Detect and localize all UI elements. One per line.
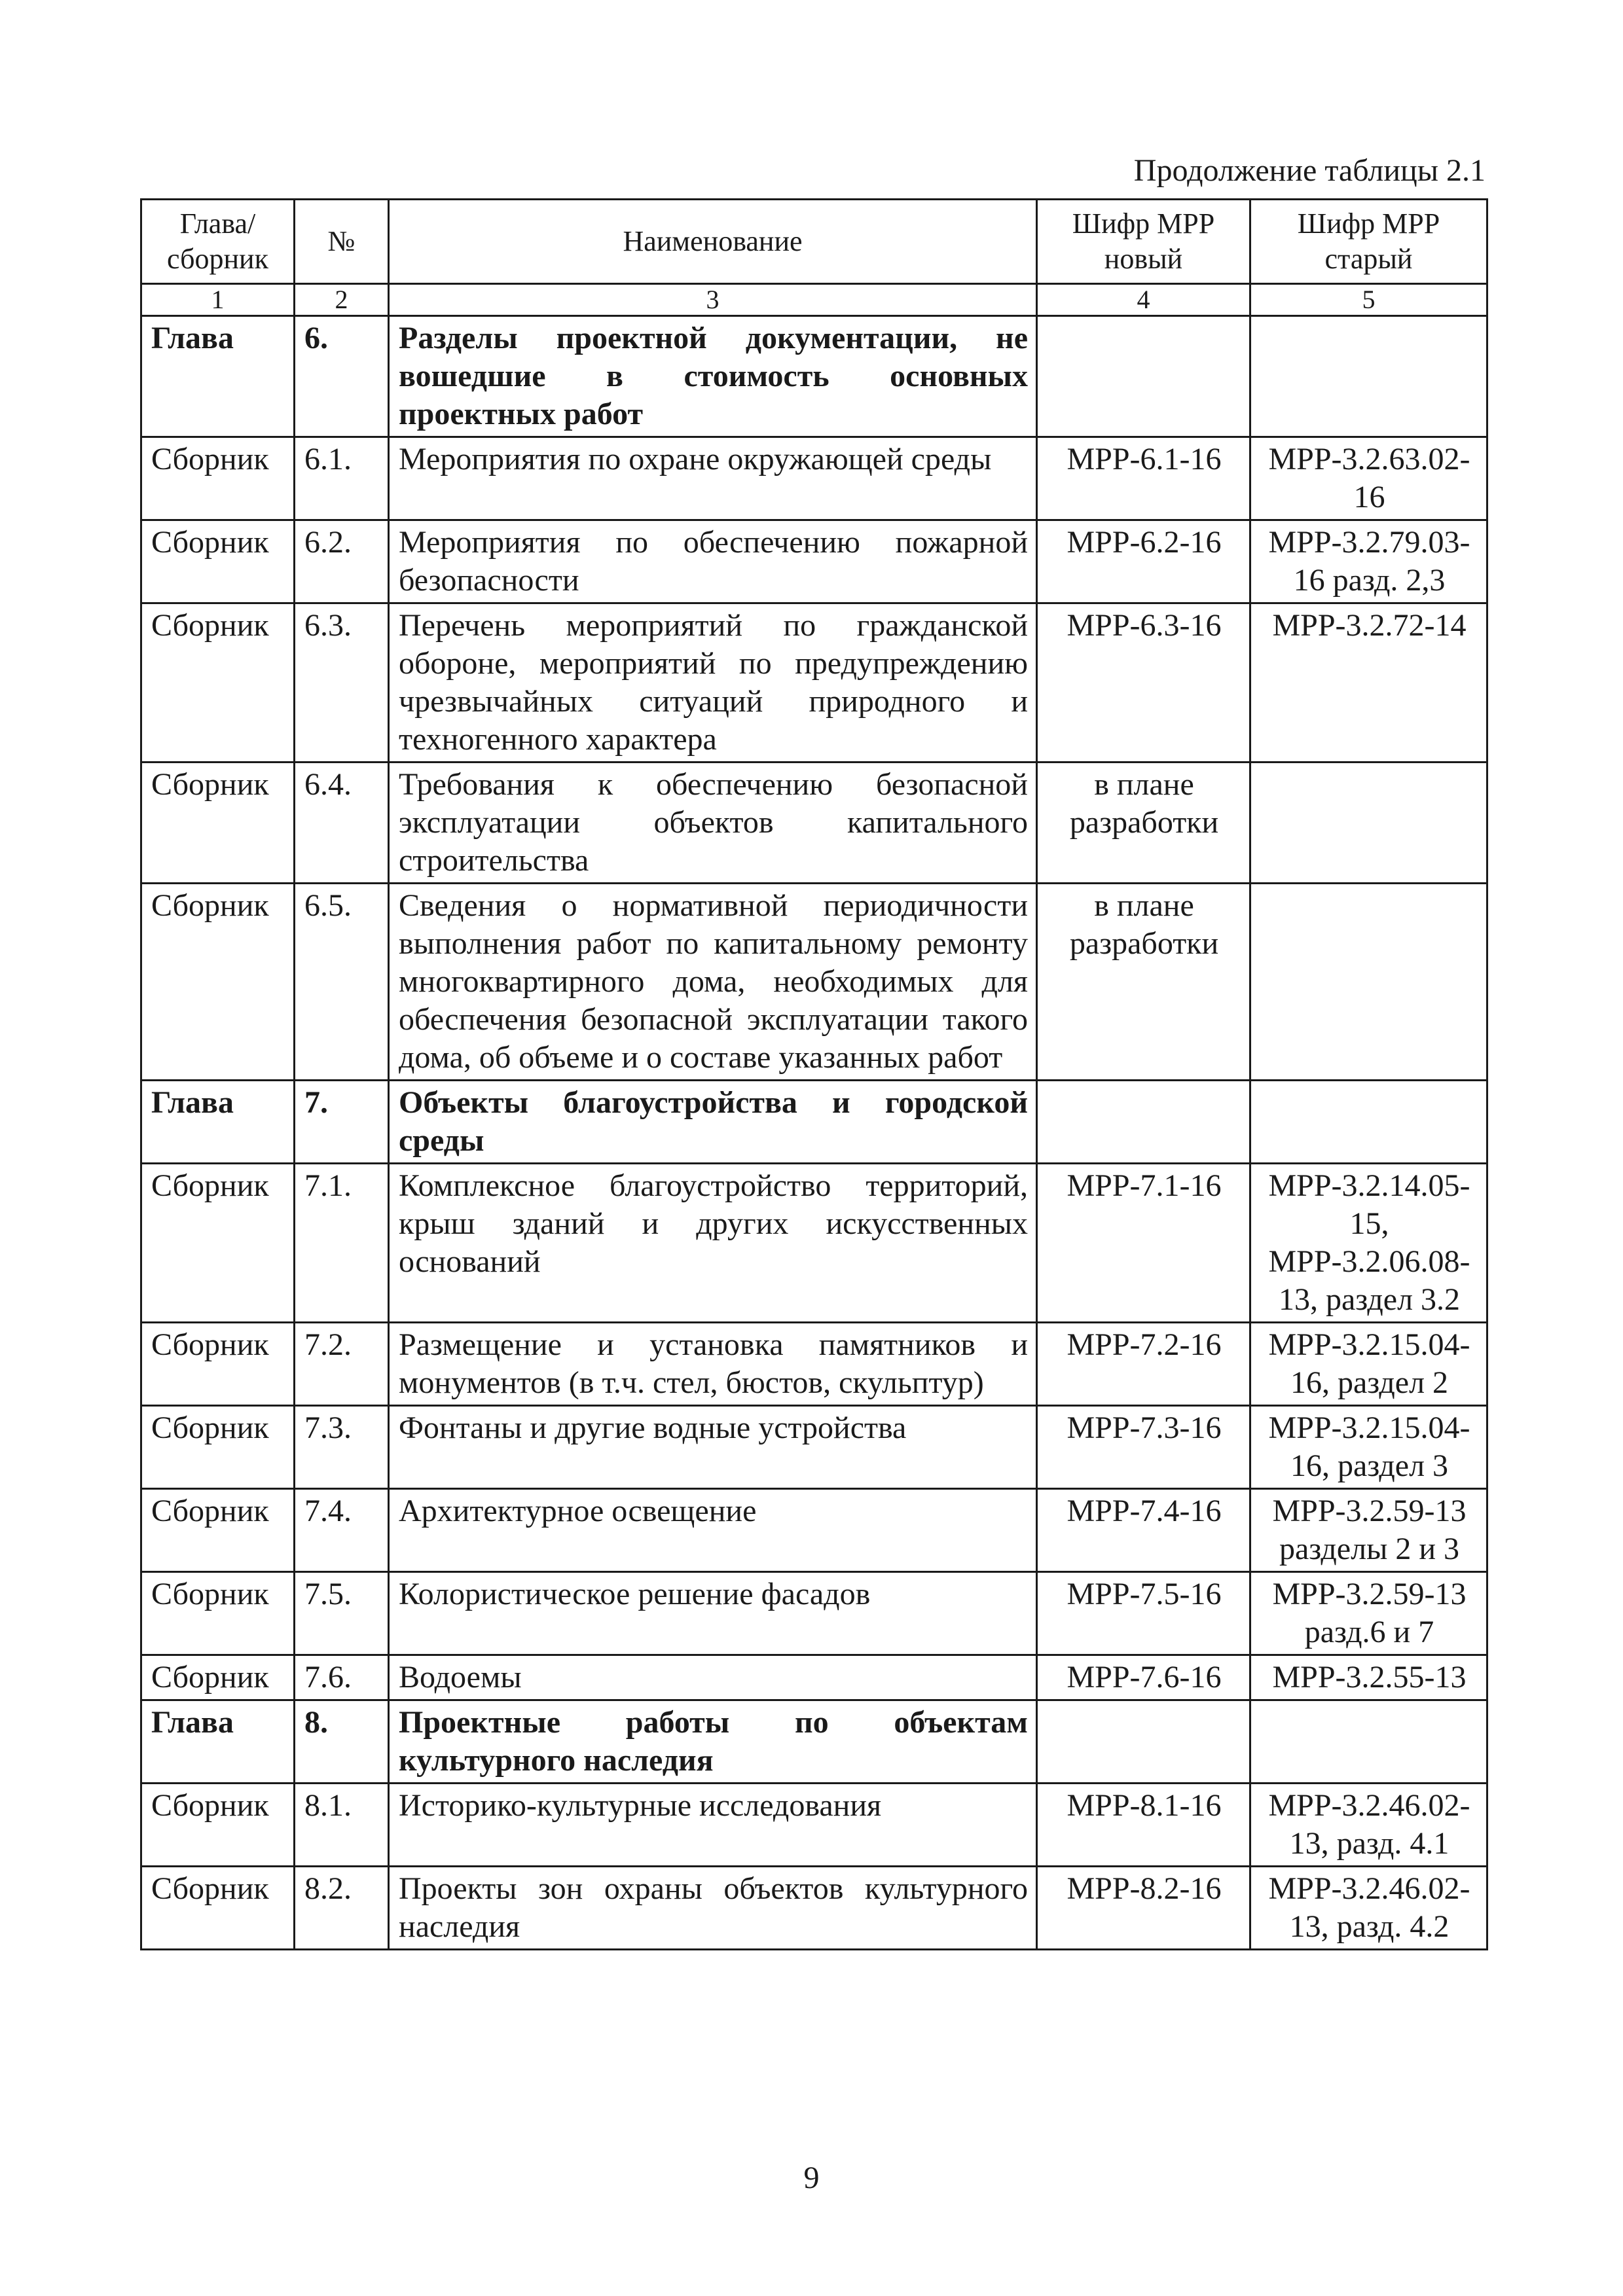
cell-chapter-type: Глава	[141, 1700, 295, 1784]
cell-name: Водоемы	[389, 1655, 1037, 1700]
cell-chapter-type: Сборник	[141, 1489, 295, 1572]
cell-chapter-type: Глава	[141, 1081, 295, 1164]
cell-name: Проекты зон охраны объектов культурного наследия	[389, 1867, 1037, 1950]
cell-code-new: МРР-6.1-16	[1037, 437, 1250, 520]
cell-number: 7.2.	[295, 1323, 389, 1406]
cell-code-old: МРР-3.2.46.02-13, разд. 4.2	[1250, 1867, 1487, 1950]
cell-name: Фонтаны и другие водные устройства	[389, 1406, 1037, 1489]
cell-number: 6.1.	[295, 437, 389, 520]
cell-name: Требования к обеспечению безопасной эксплуатации объектов капитального строительства	[389, 762, 1037, 884]
column-number: 4	[1037, 284, 1250, 316]
cell-code-old: МРР-3.2.79.03-16 разд. 2,3	[1250, 520, 1487, 603]
cell-code-old: МРР-3.2.46.02-13, разд. 4.1	[1250, 1784, 1487, 1867]
cell-code-new: МРР-7.5-16	[1037, 1572, 1250, 1655]
table-row	[141, 520, 1487, 603]
table-row	[141, 762, 1487, 884]
cell-chapter-type: Сборник	[141, 1406, 295, 1489]
cell-chapter-type: Сборник	[141, 762, 295, 884]
cell-number: 7.4.	[295, 1489, 389, 1572]
cell-chapter-type: Сборник	[141, 603, 295, 762]
cell-name: Проектные работы по объектам культурного наследия	[389, 1700, 1037, 1784]
header-chapter: Глава/ сборник	[141, 200, 295, 284]
cell-name: Объекты благоустройства и городской среды	[389, 1081, 1037, 1164]
cell-code-new: в плане разработки	[1037, 884, 1250, 1081]
cell-chapter-type: Сборник	[141, 520, 295, 603]
cell-number: 8.	[295, 1700, 389, 1784]
cell-number: 7.	[295, 1081, 389, 1164]
table-row	[141, 1784, 1487, 1867]
cell-code-new	[1037, 1081, 1250, 1164]
cell-code-new: МРР-7.4-16	[1037, 1489, 1250, 1572]
cell-chapter-type: Сборник	[141, 1572, 295, 1655]
cell-code-new: в плане разработки	[1037, 762, 1250, 884]
chapter-row	[141, 1700, 1487, 1784]
cell-code-old: МРР-3.2.55-13	[1250, 1655, 1487, 1700]
cell-chapter-type: Сборник	[141, 1655, 295, 1700]
cell-name: Архитектурное освещение	[389, 1489, 1037, 1572]
table-row	[141, 1406, 1487, 1489]
page-number: 9	[803, 2161, 820, 2195]
cell-code-new: МРР-7.6-16	[1037, 1655, 1250, 1700]
mrr-table	[140, 198, 1488, 1950]
cell-name: Историко-культурные исследования	[389, 1784, 1037, 1867]
cell-chapter-type: Сборник	[141, 1867, 295, 1950]
column-number: 1	[141, 284, 295, 316]
cell-code-new	[1037, 316, 1250, 437]
cell-chapter-type: Глава	[141, 316, 295, 437]
cell-code-old: МРР-3.2.63.02-16	[1250, 437, 1487, 520]
cell-code-new: МРР-7.1-16	[1037, 1164, 1250, 1323]
cell-name: Сведения о нормативной периодичности выполнения работ по капитальному ремонту многоквартирного дома, необходимых для обеспечения безопасной эксплуатации такого дома, об объеме и о составе указанных работ	[389, 884, 1037, 1081]
table-row	[141, 884, 1487, 1081]
cell-number: 6.2.	[295, 520, 389, 603]
cell-number: 7.1.	[295, 1164, 389, 1323]
cell-chapter-type: Сборник	[141, 437, 295, 520]
cell-code-old: МРР-3.2.59-13 разделы 2 и 3	[1250, 1489, 1487, 1572]
cell-name: Комплексное благоустройство территорий, крыш зданий и других искусственных оснований	[389, 1164, 1037, 1323]
cell-code-new: МРР-7.2-16	[1037, 1323, 1250, 1406]
cell-code-new: МРР-6.3-16	[1037, 603, 1250, 762]
cell-code-old: МРР-3.2.14.05-15, МРР-3.2.06.08-13, раздел 3.2	[1250, 1164, 1487, 1323]
cell-chapter-type: Сборник	[141, 1784, 295, 1867]
header-name: Наименование	[389, 200, 1037, 284]
cell-code-old	[1250, 1081, 1487, 1164]
cell-code-new: МРР-7.3-16	[1037, 1406, 1250, 1489]
cell-code-new	[1037, 1700, 1250, 1784]
column-number: 5	[1250, 284, 1487, 316]
cell-code-old: МРР-3.2.59-13 разд.6 и 7	[1250, 1572, 1487, 1655]
table-row	[141, 603, 1487, 762]
table-caption: Продолжение таблицы 2.1	[1133, 153, 1486, 188]
table-header-row	[141, 200, 1487, 284]
cell-code-old	[1250, 762, 1487, 884]
column-number-row	[141, 284, 1487, 316]
cell-name: Разделы проектной документации, не вошедшие в стоимость основных проектных работ	[389, 316, 1037, 437]
cell-code-old	[1250, 884, 1487, 1081]
cell-chapter-type: Сборник	[141, 1164, 295, 1323]
cell-code-old	[1250, 1700, 1487, 1784]
cell-number: 7.5.	[295, 1572, 389, 1655]
table-row	[141, 1572, 1487, 1655]
cell-number: 7.6.	[295, 1655, 389, 1700]
chapter-row	[141, 1081, 1487, 1164]
cell-code-old	[1250, 316, 1487, 437]
table-body	[141, 316, 1487, 1950]
table-row	[141, 1655, 1487, 1700]
cell-code-new: МРР-8.2-16	[1037, 1867, 1250, 1950]
chapter-row	[141, 316, 1487, 437]
cell-number: 6.4.	[295, 762, 389, 884]
column-number: 2	[295, 284, 389, 316]
cell-code-new: МРР-8.1-16	[1037, 1784, 1250, 1867]
table-row	[141, 1164, 1487, 1323]
cell-name: Перечень мероприятий по гражданской обороне, мероприятий по предупреждению чрезвычайных ситуаций природного и техногенного характера	[389, 603, 1037, 762]
cell-code-new: МРР-6.2-16	[1037, 520, 1250, 603]
header-code-old: Шифр МРР старый	[1250, 200, 1487, 284]
cell-name: Мероприятия по обеспечению пожарной безопасности	[389, 520, 1037, 603]
cell-number: 7.3.	[295, 1406, 389, 1489]
cell-name: Мероприятия по охране окружающей среды	[389, 437, 1037, 520]
cell-code-old: МРР-3.2.15.04-16, раздел 3	[1250, 1406, 1487, 1489]
table-row	[141, 1323, 1487, 1406]
cell-code-old: МРР-3.2.72-14	[1250, 603, 1487, 762]
cell-number: 6.3.	[295, 603, 389, 762]
cell-chapter-type: Сборник	[141, 884, 295, 1081]
table-row	[141, 1489, 1487, 1572]
cell-number: 8.2.	[295, 1867, 389, 1950]
cell-number: 6.	[295, 316, 389, 437]
cell-name: Колористическое решение фасадов	[389, 1572, 1037, 1655]
cell-number: 8.1.	[295, 1784, 389, 1867]
cell-number: 6.5.	[295, 884, 389, 1081]
column-number: 3	[389, 284, 1037, 316]
cell-code-old: МРР-3.2.15.04-16, раздел 2	[1250, 1323, 1487, 1406]
header-number: №	[295, 200, 389, 284]
header-code-new: Шифр МРР новый	[1037, 200, 1250, 284]
table-row	[141, 1867, 1487, 1950]
cell-chapter-type: Сборник	[141, 1323, 295, 1406]
table-row	[141, 437, 1487, 520]
cell-name: Размещение и установка памятников и монументов (в т.ч. стел, бюстов, скульптур)	[389, 1323, 1037, 1406]
